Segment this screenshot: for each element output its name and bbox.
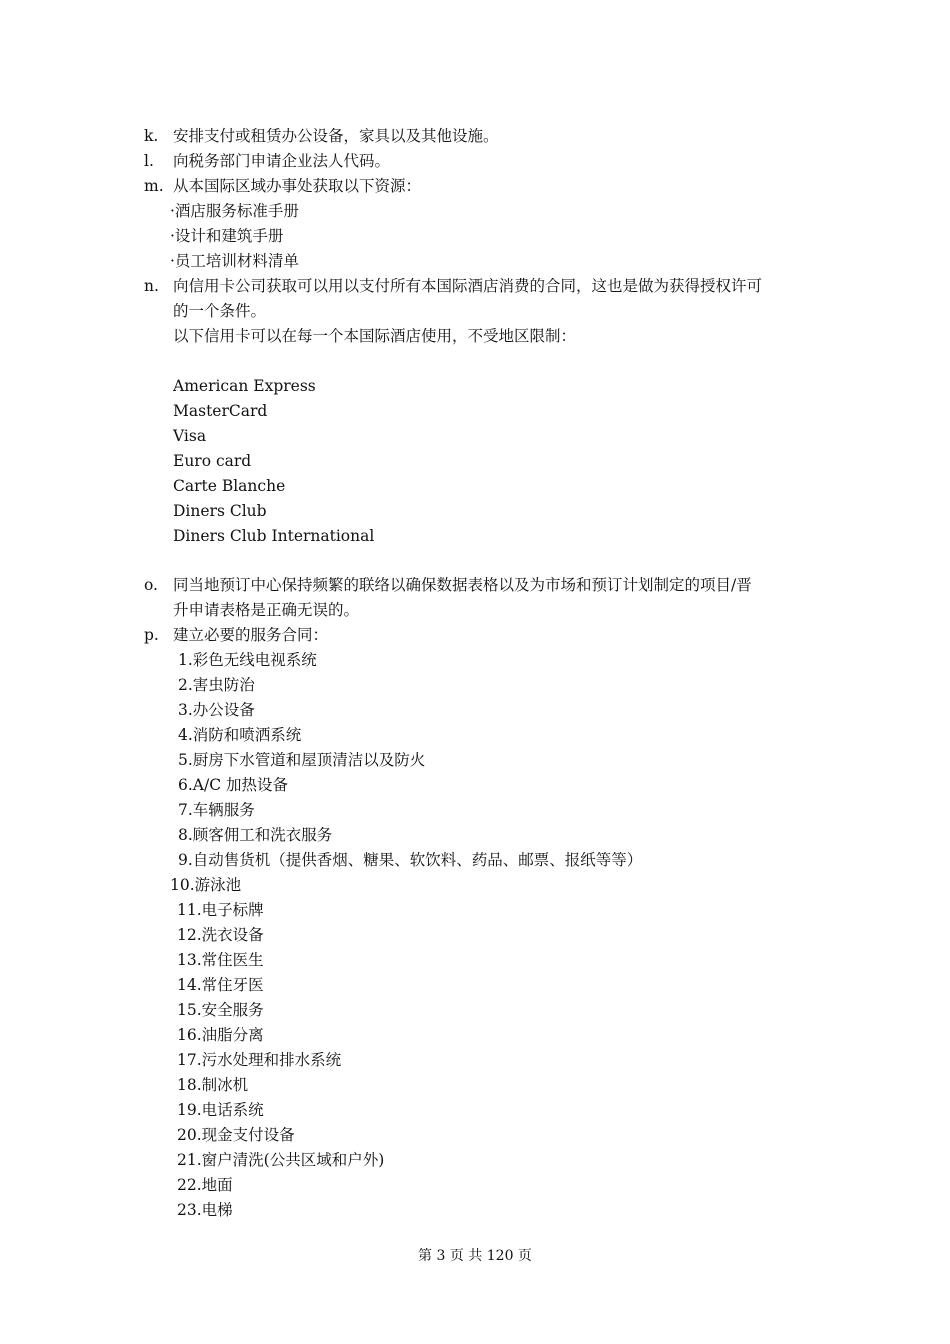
item-marker: k. — [144, 127, 159, 145]
item-text: 建立必要的服务合同： — [173, 626, 329, 644]
item-text: 升申请表格是正确无误的。 — [173, 601, 360, 619]
card-name: Carte Blanche — [173, 477, 286, 495]
contract-text: 13.常住医生 — [177, 951, 264, 969]
contract-text: 10.游泳池 — [170, 876, 242, 894]
contract-text: 20.现金支付设备 — [177, 1126, 295, 1144]
contract-text: 15.安全服务 — [177, 1001, 264, 1019]
contract-text: 18.制冰机 — [177, 1076, 249, 1094]
card-name: Diners Club International — [173, 527, 375, 545]
contract-text: 4.消防和喷洒系统 — [178, 726, 302, 744]
contract-text: 6.A/C 加热设备 — [178, 776, 288, 794]
contract-text: 14.常住牙医 — [177, 976, 264, 994]
contract-text: 17.污水处理和排水系统 — [177, 1051, 342, 1069]
contract-text: 7.车辆服务 — [178, 801, 255, 819]
page-footer: 第 3 页 共 120 页 — [418, 1248, 532, 1264]
item-marker: o. — [144, 576, 158, 594]
item-marker: n. — [144, 277, 159, 295]
card-name: MasterCard — [173, 402, 268, 420]
contract-text: 1.彩色无线电视系统 — [178, 651, 317, 669]
contract-text: 5.厨房下水管道和屋顶清洁以及防火 — [178, 751, 426, 769]
contract-text: 19.电话系统 — [177, 1101, 264, 1119]
contract-text: 12.洗衣设备 — [177, 926, 264, 944]
item-text: 的一个条件。 — [173, 302, 267, 320]
contract-text: 2.害虫防治 — [178, 676, 255, 694]
card-name: Visa — [173, 427, 207, 445]
contract-text: 11.电子标牌 — [177, 901, 264, 919]
contract-text: 9.自动售货机（提供香烟、糖果、软饮料、药品、邮票、报纸等等） — [178, 851, 643, 869]
item-text: 向信用卡公司获取可以用以支付所有本国际酒店消费的合同，这也是做为获得授权许可 — [173, 277, 763, 295]
contract-text: 21.窗户清洗(公共区域和户外) — [177, 1151, 385, 1169]
contract-text: 22.地面 — [177, 1176, 233, 1194]
card-name: Euro card — [173, 452, 252, 470]
item-text: 安排支付或租赁办公设备，家具以及其他设施。 — [173, 127, 499, 145]
item-marker: l. — [144, 152, 154, 170]
card-name: American Express — [173, 377, 316, 395]
contract-text: 3.办公设备 — [178, 701, 255, 719]
resource-text: ·设计和建筑手册 — [170, 227, 284, 245]
item-text: 从本国际区域办事处获取以下资源： — [173, 177, 422, 195]
resource-text: ·酒店服务标准手册 — [170, 202, 299, 220]
resource-text: ·员工培训材料清单 — [170, 252, 299, 270]
item-marker: p. — [144, 626, 159, 644]
contract-text: 23.电梯 — [177, 1201, 233, 1219]
card-name: Diners Club — [173, 502, 267, 520]
item-text: 同当地预订中心保持频繁的联络以确保数据表格以及为市场和预订计划制定的项目/晋 — [173, 576, 752, 594]
item-marker: m. — [144, 177, 164, 195]
item-text: 向税务部门申请企业法人代码。 — [173, 152, 391, 170]
contract-text: 8.顾客佣工和洗衣服务 — [178, 826, 333, 844]
item-text: 以下信用卡可以在每一个本国际酒店使用，不受地区限制： — [173, 327, 577, 345]
contract-text: 16.油脂分离 — [177, 1026, 264, 1044]
